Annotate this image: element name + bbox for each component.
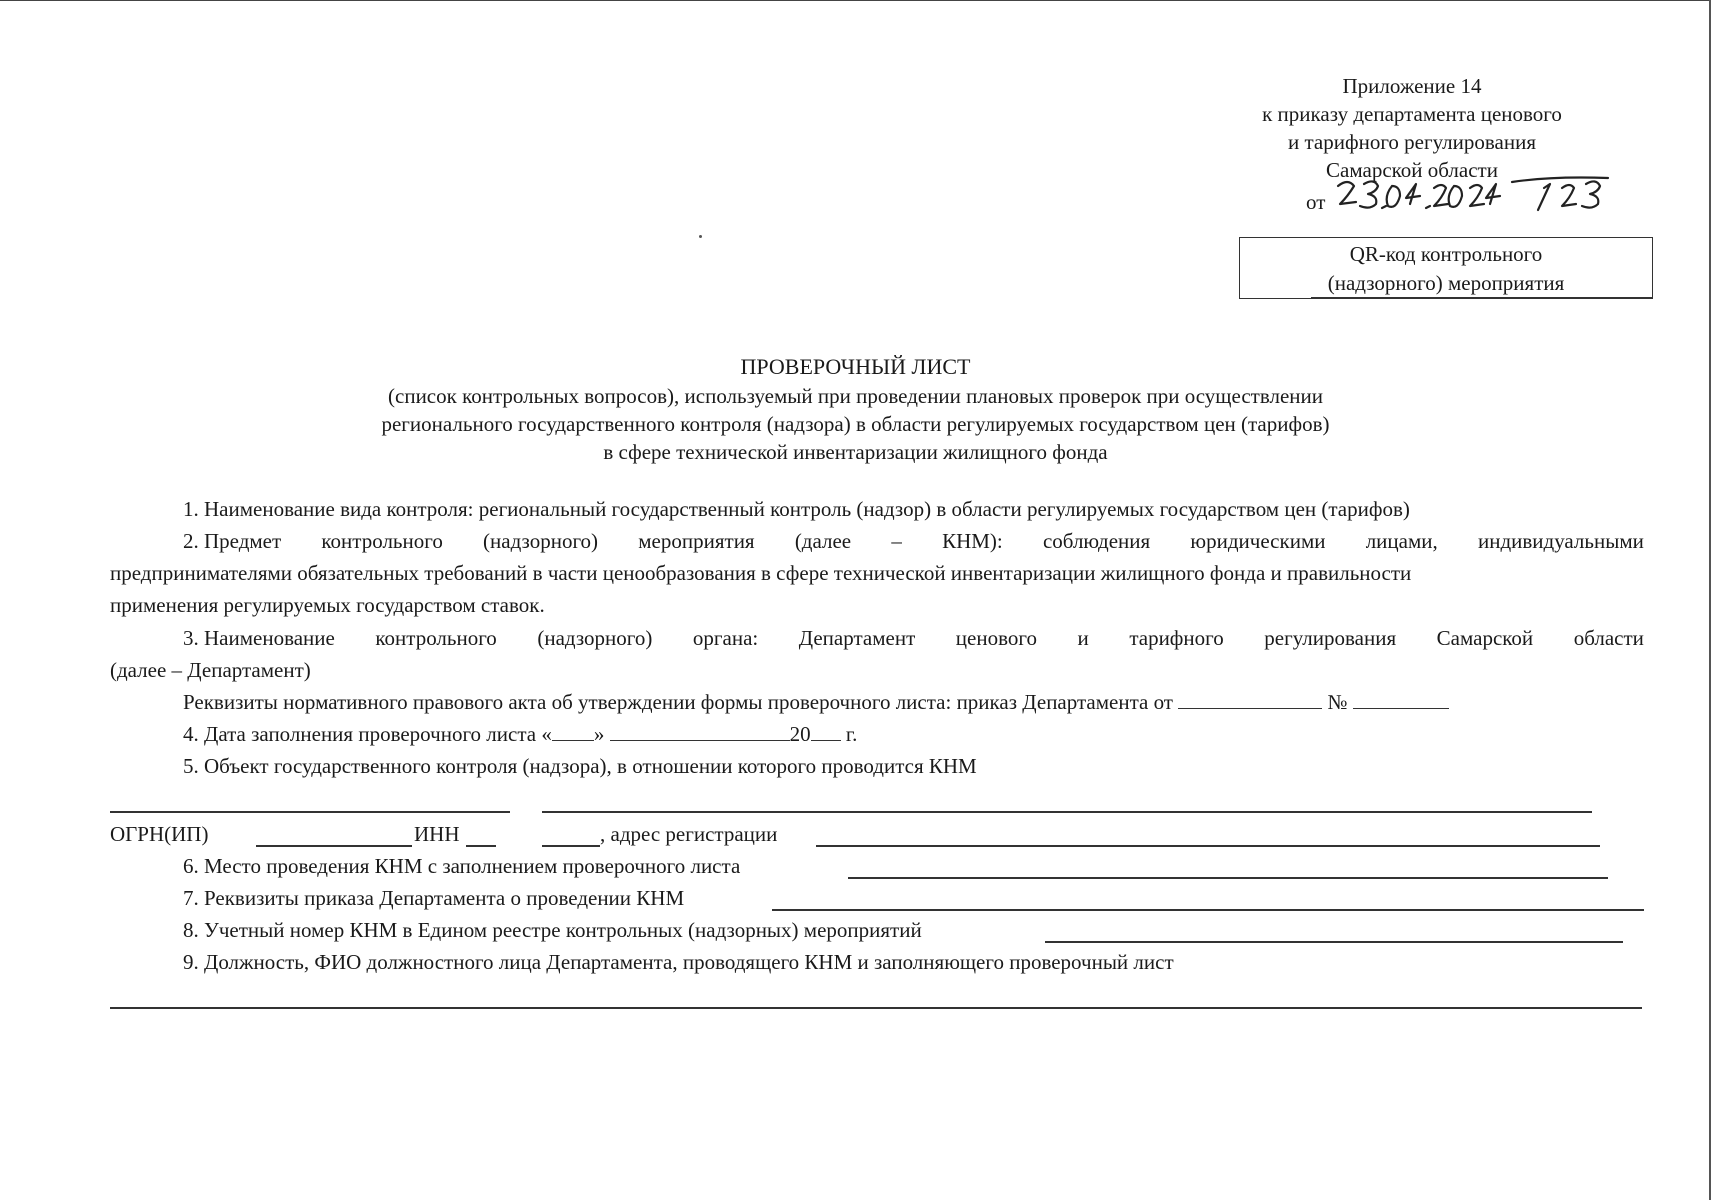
address-label: , адрес регистрации — [600, 822, 778, 846]
qr-code-box — [1239, 237, 1653, 299]
justified-word: и — [1077, 626, 1089, 650]
act-date-blank[interactable] — [1178, 690, 1322, 709]
justified-word: (далее — [794, 529, 852, 553]
justified-word: индивидуальными — [1477, 529, 1644, 553]
scan-speck — [699, 235, 702, 238]
document-subtitle-line1: (список контрольных вопросов), используемый при проведении плановых проверок при осуществлении — [388, 384, 1323, 408]
inn-blank[interactable] — [466, 845, 496, 847]
justified-word: органа: — [692, 626, 759, 650]
item-2-subject-line2: предпринимателями обязательных требований в части ценообразования в сфере технической инвентаризации жилищного фонда и правильности — [110, 561, 1412, 585]
ogrn-blank[interactable] — [256, 845, 412, 847]
justified-word: (надзорного) — [483, 529, 599, 553]
justified-word: лицами, — [1365, 529, 1438, 553]
justified-word: – — [891, 529, 902, 553]
ogrn-label: ОГРН(ИП) — [110, 822, 209, 846]
justified-word: (надзорного) — [537, 626, 653, 650]
year-prefix: 20 — [789, 722, 811, 746]
justified-word: 3. Наименование — [183, 626, 335, 650]
qr-box-underline — [1311, 297, 1653, 299]
handwritten-date-signature — [1330, 174, 1630, 218]
qr-box-line1: QR-код контрольного — [1349, 242, 1543, 266]
year-blank[interactable] — [811, 722, 841, 741]
inn-label: ИНН — [414, 822, 460, 846]
justified-word: ценового — [955, 626, 1037, 650]
justified-word: соблюдения — [1042, 529, 1151, 553]
item-2-subject-line3: применения регулируемых государством ставок. — [110, 593, 545, 617]
appendix-date-line — [1182, 184, 1642, 218]
justified-word: мероприятия — [638, 529, 755, 553]
item-5-object: 5. Объект государственного контроля (надзора), в отношении которого проводится КНМ — [183, 754, 977, 778]
justified-word: регулирования — [1264, 626, 1397, 650]
object-blank-left[interactable] — [110, 811, 510, 813]
item-4-label: 4. Дата заполнения проверочного листа « — [183, 722, 552, 746]
item-3-authority-line2: (далее – Департамент) — [110, 658, 311, 682]
inn-blank-2[interactable] — [542, 845, 600, 847]
justified-word: контрольного — [375, 626, 497, 650]
document-subtitle-line2: регионального государственного контроля (надзора) в области регулируемых государством цен (тарифов) — [381, 412, 1330, 436]
justified-word: юридическими — [1190, 529, 1326, 553]
justified-word: Департамент — [798, 626, 916, 650]
year-suffix: г. — [845, 722, 858, 746]
month-blank[interactable] — [610, 722, 790, 741]
item-6-place: 6. Место проведения КНМ с заполнением проверочного листа — [183, 854, 741, 878]
item-8-registry-number: 8. Учетный номер КНМ в Едином реестре контрольных (надзорных) мероприятий — [183, 918, 922, 942]
appendix-line1: Приложение 14 — [1342, 74, 1482, 98]
normative-act-details — [183, 690, 1449, 715]
qr-box-line2: (надзорного) мероприятия — [1327, 271, 1565, 295]
order-details-blank[interactable] — [772, 909, 1644, 911]
appendix-line4: Самарской области — [1326, 158, 1498, 182]
day-blank[interactable] — [552, 722, 594, 741]
justified-word: тарифного — [1129, 626, 1224, 650]
justified-word: 2. Предмет — [183, 529, 282, 553]
object-blank-right[interactable] — [542, 811, 1592, 813]
place-blank[interactable] — [848, 877, 1608, 879]
registry-number-blank[interactable] — [1045, 941, 1623, 943]
appendix-line3: и тарифного регулирования — [1288, 130, 1536, 154]
item-9-official: 9. Должность, ФИО должностного лица Департамента, проводящего КНМ и заполняющего проверочный лист — [183, 950, 1174, 974]
date-prefix: от — [1306, 190, 1326, 214]
normative-act-text: Реквизиты нормативного правового акта об утверждении формы проверочного листа: приказ Департамента от — [183, 690, 1173, 714]
act-number-sign: № — [1327, 690, 1348, 714]
address-blank[interactable] — [816, 845, 1600, 847]
official-blank[interactable] — [110, 1007, 1642, 1009]
justified-word: КНМ): — [942, 529, 1003, 553]
item-4-quote-close: » — [593, 722, 605, 746]
page-top-edge — [0, 0, 1711, 1]
appendix-line2: к приказу департамента ценового — [1262, 102, 1562, 126]
document-subtitle-line3: в сфере технической инвентаризации жилищного фонда — [603, 440, 1108, 464]
item-1-control-type: 1. Наименование вида контроля: региональный государственный контроль (надзор) в области регулируемых государством цен (тарифов) — [183, 497, 1410, 521]
item-3-authority-line1 — [183, 626, 1644, 651]
justified-word: Самарской — [1436, 626, 1534, 650]
document-title: ПРОВЕРОЧНЫЙ ЛИСТ — [740, 354, 971, 379]
justified-word: области — [1573, 626, 1644, 650]
justified-word: контрольного — [321, 529, 443, 553]
item-4-fill-date — [183, 722, 857, 747]
item-2-subject-line1 — [183, 529, 1644, 554]
act-number-blank[interactable] — [1353, 690, 1449, 709]
item-7-order-details: 7. Реквизиты приказа Департамента о проведении КНМ — [183, 886, 685, 910]
appendix-header — [1182, 72, 1642, 218]
